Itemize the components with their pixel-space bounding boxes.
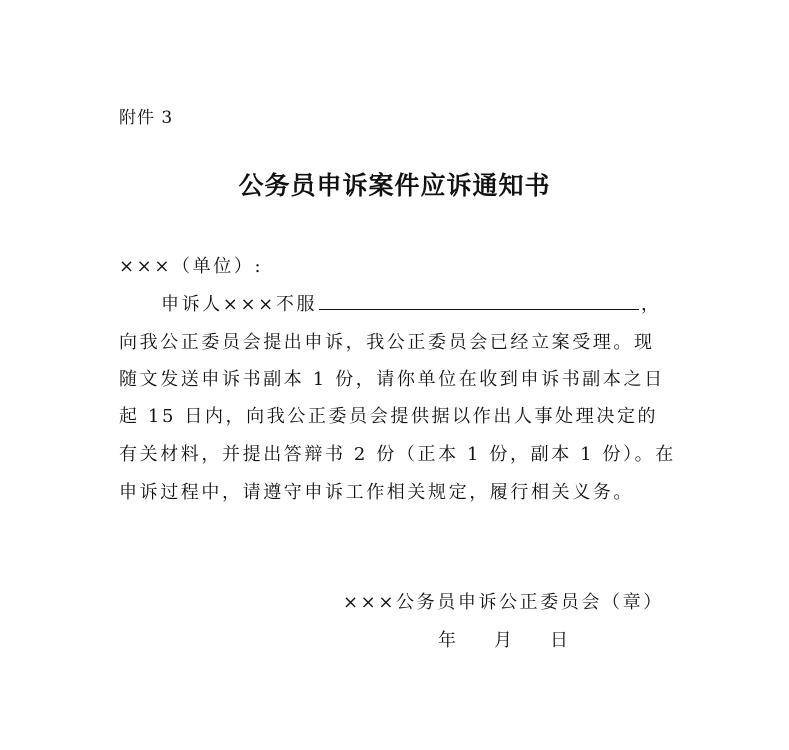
date-year: 年 [438,630,456,651]
paragraph-line-2: 向我公正委员会提出申诉，我公正委员会已经立案受理。现 [119,332,655,353]
paragraph-line-1 [161,290,721,316]
paragraph-line-1-suffix: ， [641,294,662,315]
paragraph-line-4: 起 15 日内，向我公正委员会提供据以作出人事处理决定的 [119,406,659,427]
paragraph-line-5: 有关材料，并提出答辩书 2 份（正本 1 份，副本 1 份）。在 [119,444,676,465]
issuer-signature: ×××公务员申诉公正委员会（章） [343,592,664,613]
date-line [438,626,568,652]
document-title: 公务员申诉案件应诉通知书 [238,171,551,200]
date-day: 日 [550,630,568,651]
paragraph-line-1-prefix: 申诉人×××不服 [161,294,318,315]
paragraph-line-6: 申诉过程中，请遵守申诉工作相关规定，履行相关义务。 [119,482,634,503]
attachment-label: 附件 3 [119,108,174,128]
salutation: ×××（单位）: [119,256,264,277]
fill-in-blank [319,291,639,310]
paragraph-line-3: 随文发送申诉书副本 1 份，请你单位在收到申诉书副本之日 [119,369,665,390]
date-month: 月 [494,630,512,651]
